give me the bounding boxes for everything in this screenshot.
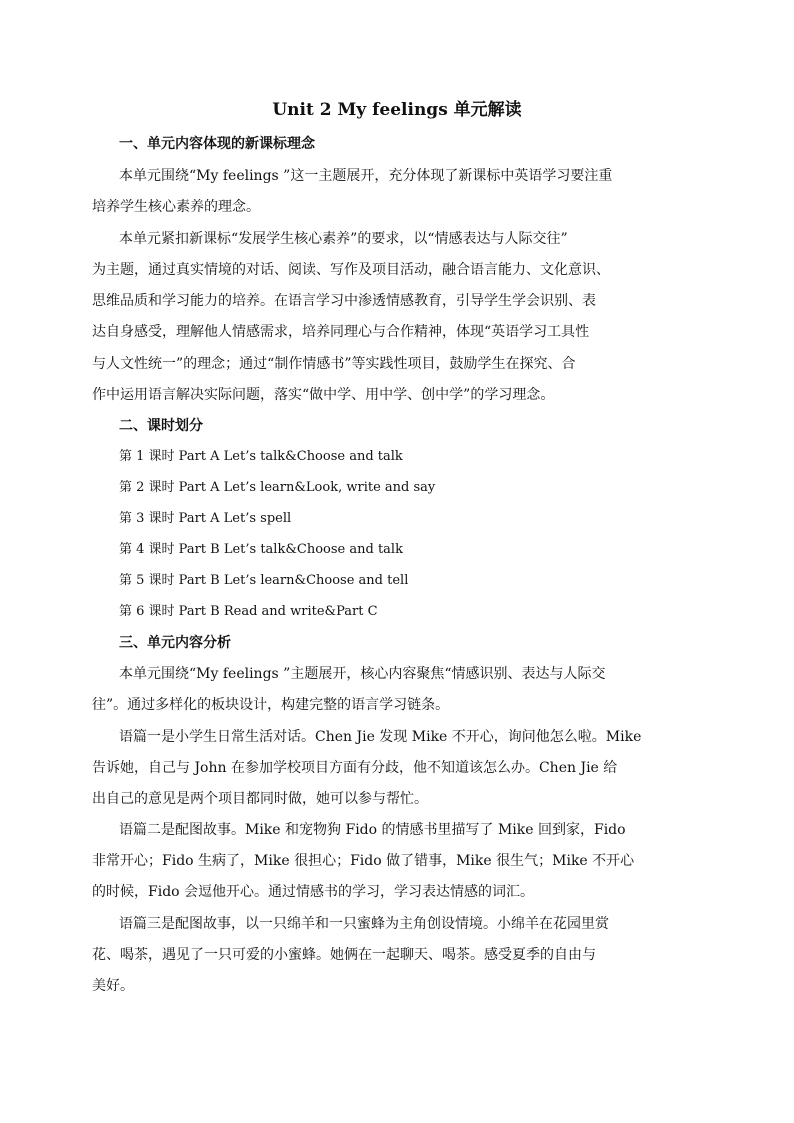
paragraph-line: 花、喝茶，遇见了一只可爱的小蜜蜂。她俩在一起聊天、喝茶。感受夏季的自由与: [92, 947, 596, 963]
section-heading-1: 一、单元内容体现的新课标理念: [119, 136, 315, 152]
lesson-item: 第 5 课时 Part B Let’s learn&Choose and tell: [119, 573, 409, 588]
paragraph-line: 语篇一是小学生日常生活对话。Chen Jie 发现 Mike 不开心，询问他怎么啦。Mike: [119, 729, 642, 745]
paragraph-line: 为主题，通过真实情境的对话、阅读、写作及项目活动，融合语言能力、文化意识、: [92, 262, 610, 278]
paragraph-line: 本单元紧扣新课标“发展学生核心素养”的要求，以“情感表达与人际交往”: [119, 231, 568, 247]
paragraph-line: 与人文性统一”的理念；通过“制作情感书”等实践性项目，鼓励学生在探究、合: [92, 356, 576, 372]
paragraph-line: 培养学生核心素养的理念。: [92, 199, 260, 215]
paragraph-line: 美好。: [92, 978, 134, 994]
lesson-item: 第 6 课时 Part B Read and write&Part C: [119, 604, 378, 619]
paragraph-line: 语篇三是配图故事，以一只绵羊和一只蜜蜂为主角创设情境。小绵羊在花园里赏: [119, 916, 609, 932]
paragraph-line: 的时候，Fido 会逗他开心。通过情感书的学习，学习表达情感的词汇。: [92, 884, 535, 900]
lesson-item: 第 3 课时 Part A Let’s spell: [119, 511, 292, 526]
paragraph-line: 本单元围绕“My feelings ”主题展开，核心内容聚焦“情感识别、表达与人际交: [119, 666, 606, 682]
lesson-item: 第 2 课时 Part A Let’s learn&Look, write and say: [119, 480, 436, 495]
document-title: Unit 2 My feelings 单元解读: [272, 100, 522, 120]
paragraph-line: 往”。通过多样化的板块设计，构建完整的语言学习链条。: [92, 697, 450, 713]
lesson-item: 第 4 课时 Part B Let’s talk&Choose and talk: [119, 542, 403, 557]
paragraph-line: 出自己的意见是两个项目都同时做，她可以参与帮忙。: [92, 791, 428, 807]
section-heading-3: 三、单元内容分析: [119, 635, 231, 651]
paragraph-line: 语篇二是配图故事。Mike 和宠物狗 Fido 的情感书里描写了 Mike 回到家，Fido: [119, 822, 626, 838]
paragraph-line: 非常开心；Fido 生病了，Mike 很担心；Fido 做了错事，Mike 很生气；Mike 不开心: [92, 853, 635, 869]
lesson-item: 第 1 课时 Part A Let’s talk&Choose and talk: [119, 449, 403, 464]
paragraph-line: 达自身感受，理解他人情感需求，培养同理心与合作精神，体现“英语学习工具性: [92, 324, 590, 340]
paragraph-line: 思维品质和学习能力的培养。在语言学习中渗透情感教育，引导学生学会识别、表: [92, 293, 596, 309]
paragraph-line: 作中运用语言解决实际问题，落实“做中学、用中学、创中学”的学习理念。: [92, 387, 555, 403]
paragraph-line: 告诉她，自己与 John 在参加学校项目方面有分歧，他不知道该怎么办。Chen Jie 给: [92, 760, 618, 776]
section-heading-2: 二、课时划分: [119, 418, 203, 434]
paragraph-line: 本单元围绕“My feelings ”这一主题展开，充分体现了新课标中英语学习要注重: [119, 168, 613, 184]
